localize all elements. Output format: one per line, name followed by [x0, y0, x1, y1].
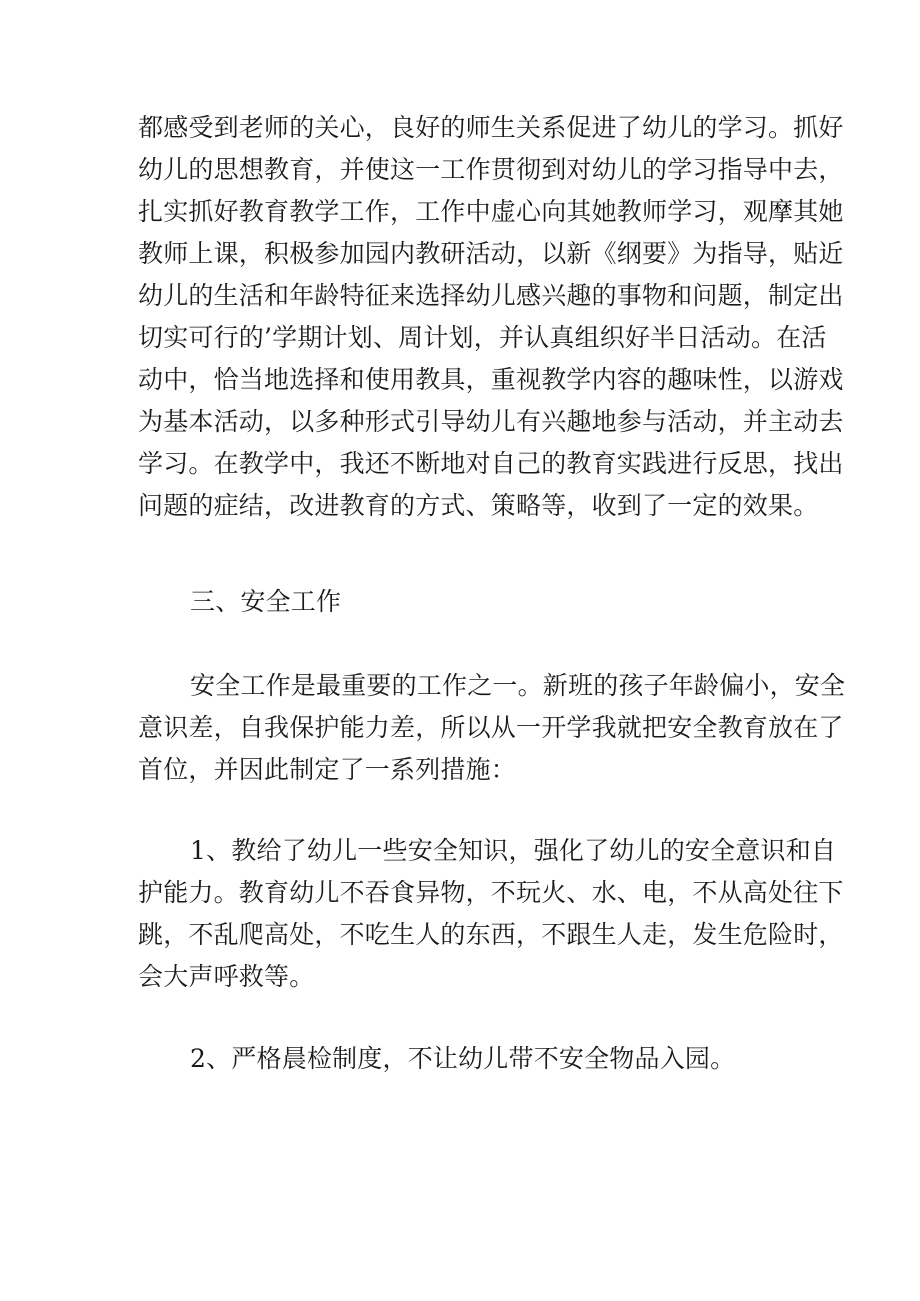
paragraph-line: 为基本活动，以多种形式引导幼儿有兴趣地参与活动，并主动去 [138, 407, 844, 436]
paragraph-line: 1、教给了幼儿一些安全知识，强化了幼儿的安全意识和自 [190, 836, 837, 865]
paragraph-line: 会大声呼救等。 [138, 962, 315, 991]
paragraph-line: 扎实抓好教育教学工作，工作中虚心向其她教师学习，观摩其她 [138, 197, 844, 226]
paragraph-line: 跳，不乱爬高处，不吃生人的东西，不跟生人走，发生危险时， [138, 920, 844, 949]
paragraph-line: 动中，恰当地选择和使用教具，重视教学内容的趣味性，以游戏 [138, 365, 844, 394]
section-heading-safety [138, 581, 808, 623]
paragraph-safety-intro [138, 665, 846, 791]
list-item-morning-check [138, 1038, 808, 1080]
paragraph-line: 问题的症结，改进教育的方式、策略等，收到了一定的效果。 [138, 491, 819, 520]
paragraph-line: 切实可行的’学期计划、周计划，并认真组织好半日活动。在活 [138, 323, 827, 352]
section-heading: 三、安全工作 [190, 587, 342, 616]
paragraph-line: 首位，并因此制定了一系列措施： [138, 755, 517, 784]
paragraph-line: 学习。在教学中，我还不断地对自己的教育实践进行反思，找出 [138, 449, 844, 478]
paragraph-line: 安全工作是最重要的工作之一。新班的孩子年龄偏小，安全 [190, 671, 846, 700]
paragraph-line: 幼儿的思想教育，并使这一工作贯彻到对幼儿的学习指导中去， [138, 155, 844, 184]
paragraph-line: 教师上课，积极参加园内教研活动，以新《纲要》为指导，贴近 [138, 239, 844, 268]
list-item-safety-knowledge [138, 830, 844, 998]
paragraph-line: 都感受到老师的关心，良好的师生关系促进了幼儿的学习。抓好 [138, 113, 844, 142]
paragraph-line: 2、严格晨检制度，不让幼儿带不安全物品入园。 [190, 1044, 736, 1073]
paragraph-line: 意识差，自我保护能力差，所以从一开学我就把安全教育放在了 [138, 713, 844, 742]
paragraph-line: 护能力。教育幼儿不吞食异物，不玩火、水、电，不从高处往下 [138, 878, 844, 907]
paragraph-teaching-work [138, 107, 844, 527]
paragraph-line: 幼儿的生活和年龄特征来选择幼儿感兴趣的事物和问题，制定出 [138, 281, 844, 310]
